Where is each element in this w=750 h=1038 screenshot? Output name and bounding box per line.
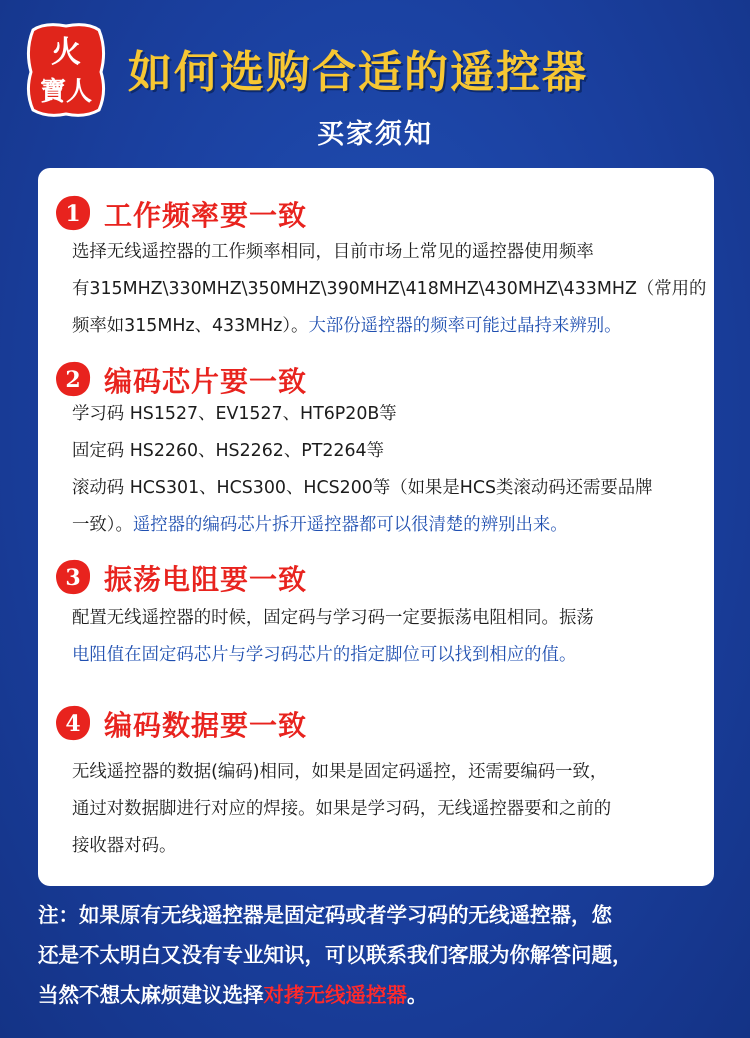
logo-text-1: 火 xyxy=(51,35,81,70)
section-header xyxy=(38,188,714,232)
body-line: 选择无线遥控器的工作频率相同，目前市场上常见的遥控器使用频率 xyxy=(72,242,594,262)
section-header xyxy=(38,552,714,596)
section-body xyxy=(72,396,712,544)
footer-note xyxy=(38,895,728,1015)
section-title: 工作频率要一致 xyxy=(104,199,308,232)
section-number: 1 xyxy=(65,201,81,227)
logo-text-2: 寶人 xyxy=(39,77,93,107)
note-line xyxy=(38,975,728,1015)
highlight-text: 电阻值在固定码芯片与学习码芯片的指定脚位可以找到相应的值。 xyxy=(72,645,577,665)
content-card xyxy=(38,168,714,886)
body-line: 无线遥控器的数据(编码)相同，如果是固定码遥控，还需要编码一致， xyxy=(72,762,608,782)
section-header xyxy=(38,354,714,398)
body-line: 固定码 HS2260、HS2262、PT2264等 xyxy=(72,441,384,461)
section-title: 编码数据要一致 xyxy=(104,709,308,742)
section-header xyxy=(38,698,714,742)
note-text: 。 xyxy=(407,983,428,1007)
note-highlight: 对拷无线遥控器 xyxy=(263,983,407,1007)
section-body xyxy=(72,234,712,345)
body-line xyxy=(72,308,712,345)
body-line xyxy=(72,507,712,544)
section-body xyxy=(72,754,712,865)
section-number: 4 xyxy=(65,711,81,737)
body-line: 学习码 HS1527、EV1527、HT6P20B等 xyxy=(72,404,397,424)
logo-badge xyxy=(25,20,107,120)
section-data xyxy=(38,698,714,856)
number-badge-icon xyxy=(54,360,92,398)
section-number: 2 xyxy=(65,367,81,393)
section-resistor xyxy=(38,552,714,665)
highlight-text: 大部份遥控器的频率可能过晶持来辨别。 xyxy=(308,316,622,336)
number-badge-icon xyxy=(54,194,92,232)
section-chip xyxy=(38,354,714,535)
note-text: 当然不想太麻烦建议选择 xyxy=(38,983,264,1007)
body-line: 配置无线遥控器的时候，固定码与学习码一定要振荡电阻相同。振荡 xyxy=(72,608,594,628)
section-number: 3 xyxy=(65,565,81,591)
brand-logo xyxy=(25,20,107,120)
body-line: 有315MHZ\330MHZ\350MHZ\390MHZ\418MHZ\430MHZ\433MHZ（常用的 xyxy=(72,279,707,299)
section-title: 振荡电阻要一致 xyxy=(104,563,308,596)
body-line: 滚动码 HCS301、HCS300、HCS200等（如果是HCS类滚动码还需要品牌 xyxy=(72,478,653,498)
body-text: 一致）。 xyxy=(72,515,133,535)
highlight-text: 遥控器的编码芯片拆开遥控器都可以很清楚的辨别出来。 xyxy=(132,515,568,535)
section-frequency xyxy=(38,188,714,336)
body-text: 频率如315MHz、433MHz）。 xyxy=(72,316,309,336)
page-title: 如何选购合适的遥控器 xyxy=(128,47,588,98)
section-title: 编码芯片要一致 xyxy=(104,365,308,398)
page-subtitle: 买家须知 xyxy=(317,119,433,150)
note-line: 注：如果原有无线遥控器是固定码或者学习码的无线遥控器，您 xyxy=(38,903,612,927)
number-badge-icon xyxy=(54,704,92,742)
body-line: 通过对数据脚进行对应的焊接。如果是学习码，无线遥控器要和之前的 xyxy=(72,799,612,819)
section-body xyxy=(72,600,712,674)
note-line: 还是不太明白又没有专业知识，可以联系我们客服为你解答问题， xyxy=(38,943,633,967)
number-badge-icon xyxy=(54,558,92,596)
body-line: 接收器对码。 xyxy=(72,836,177,856)
